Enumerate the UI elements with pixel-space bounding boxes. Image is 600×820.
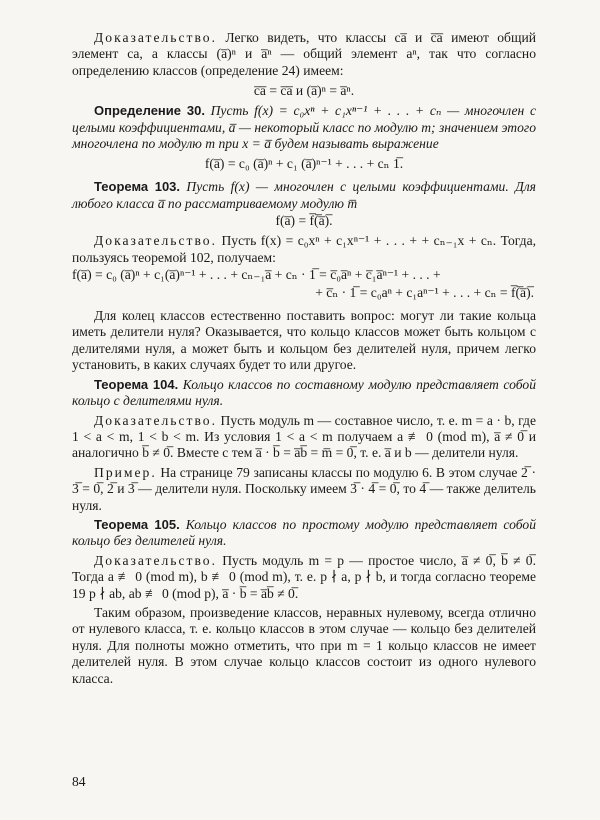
formula-1: c̅a̅ = c̅a̅ и (a̅)ⁿ = a̅ⁿ. (253, 83, 355, 99)
theorem-label: Теорема 103. (94, 179, 181, 195)
theorem-104: Теорема 104. Кольцо классов по составному модулю представляет собой кольцо с делителями нуля. (72, 376, 536, 409)
proof-label: Доказательство. (94, 30, 218, 45)
formula-2: f(a̅) = c₀ (a̅)ⁿ + c₁ (a̅)ⁿ⁻¹ + . . . + cₙ 1̅. (204, 156, 404, 172)
proof-paragraph: Доказательство. Пусть модуль m = p — простое число, a̅ ≠ 0̅, b̅ ≠ 0̅. Тогда a ≢ 0 (mod m), b ≢ 0 (mod m), т. е. p ∤ a, p ∤ b, и тогда согласно теореме 19 p ∤ ab, ab ≢ 0 (mod p), a̅ · b̅ = a̅b̅ ≠ 0̅. (72, 552, 536, 601)
theorem-103: Теорема 103. Пусть f(x) — многочлен с целыми коэффициентами. Для любого класса a̅ по рассматриваемому модулю m̅ (72, 179, 536, 211)
example-label: Пример. (94, 464, 157, 480)
definition-label: Определение 30. (94, 103, 205, 119)
proof-paragraph: Доказательство. Легко видеть, что классы ca̅ и c̅a̅ имеют общий элемент ca, а классы (a̅)ⁿ и a̅ⁿ — общий элемент aⁿ, так что согласно определению классов (определение 24) имеем: (72, 30, 536, 78)
theorem-105: Теорема 105. Кольцо классов по простому модулю представляет собой кольцо без делителей нуля. (72, 516, 536, 549)
proof-label: Доказательство. (94, 233, 218, 249)
example-paragraph: Пример. На странице 79 записаны классы по модулю 6. В этом случае 2̅ · 3̅ = 0̅, 2̅ и 3̅ — делители нуля. Поскольку имеем 3̅ · 4̅ = 0̅, то 4̅ — также делитель нуля. (72, 464, 536, 513)
theorem-label: Теорема 105. (94, 516, 180, 532)
formula-3: f(a̅) = f̅(̅a̅)̅. (275, 213, 333, 229)
definition-30: Определение 30. Пусть f(x) = c₀xⁿ + c₁xⁿ⁻¹ + . . . + cₙ — многочлен с целыми коэффициентами, a̅ — некоторый класс по модулю m; значением этого многочлена по модулю m при x = a̅ будем называть выражение (72, 103, 536, 152)
proof-label: Доказательство. (94, 552, 218, 568)
page-number: 84 (72, 774, 86, 789)
proof-label: Доказательство. (94, 412, 218, 428)
formula-4-line-1: f(a̅) = c₀ (a̅)ⁿ + c₁(a̅)ⁿ⁻¹ + . . . + cₙ₋₁a̅ + cₙ · 1̅ = c̅₀a̅ⁿ + c̅₁a̅ⁿ⁻¹ + . . . + (72, 267, 441, 283)
proof-paragraph: Доказательство. Пусть модуль m — составное число, т. е. m = a · b, где 1 < a < m, 1 < b < m. Из условия 1 < a < m получаем a ≢ 0 (mod m), a̅ ≠ 0̅ и аналогично b̅ ≠ 0̅. Вместе с тем a̅ · b̅ = a̅b̅ = m̅ = 0̅, т. е. a̅ и b — делители нуля. (72, 412, 536, 461)
text-paragraph: Таким образом, произведение классов, неравных нулевому, всегда отлично от нулевого класса, т. е. кольцо классов в этом случае — кольцо без делителей нуля. Для полноты можно отметить, что при m = 1 кольцо классов не имеет делителей нуля. В этом случае кольцо классов состоит из одного нулевого класса. (72, 604, 536, 686)
theorem-label: Теорема 104. (94, 376, 179, 392)
formula-4-line-2: + c̅ₙ · 1̅ = c₀aⁿ + c₁aⁿ⁻¹ + . . . + cₙ = f̅(̅a̅)̅. (315, 285, 534, 301)
text-paragraph: Для колец классов естественно поставить вопрос: могут ли такие кольца иметь делители нуля? Оказывается, что кольцо классов может быть кольцом с делителями нуля, а может быть и кольцом без делителей нуля, причем легко установить, в каких случаях будет то или другое. (72, 308, 536, 373)
proof-paragraph: Доказательство. Пусть f(x) = c₀xⁿ + c₁xⁿ⁻¹ + . . . + + cₙ₋₁x + cₙ. Тогда, пользуясь теоремой 102, получаем: (72, 233, 536, 265)
